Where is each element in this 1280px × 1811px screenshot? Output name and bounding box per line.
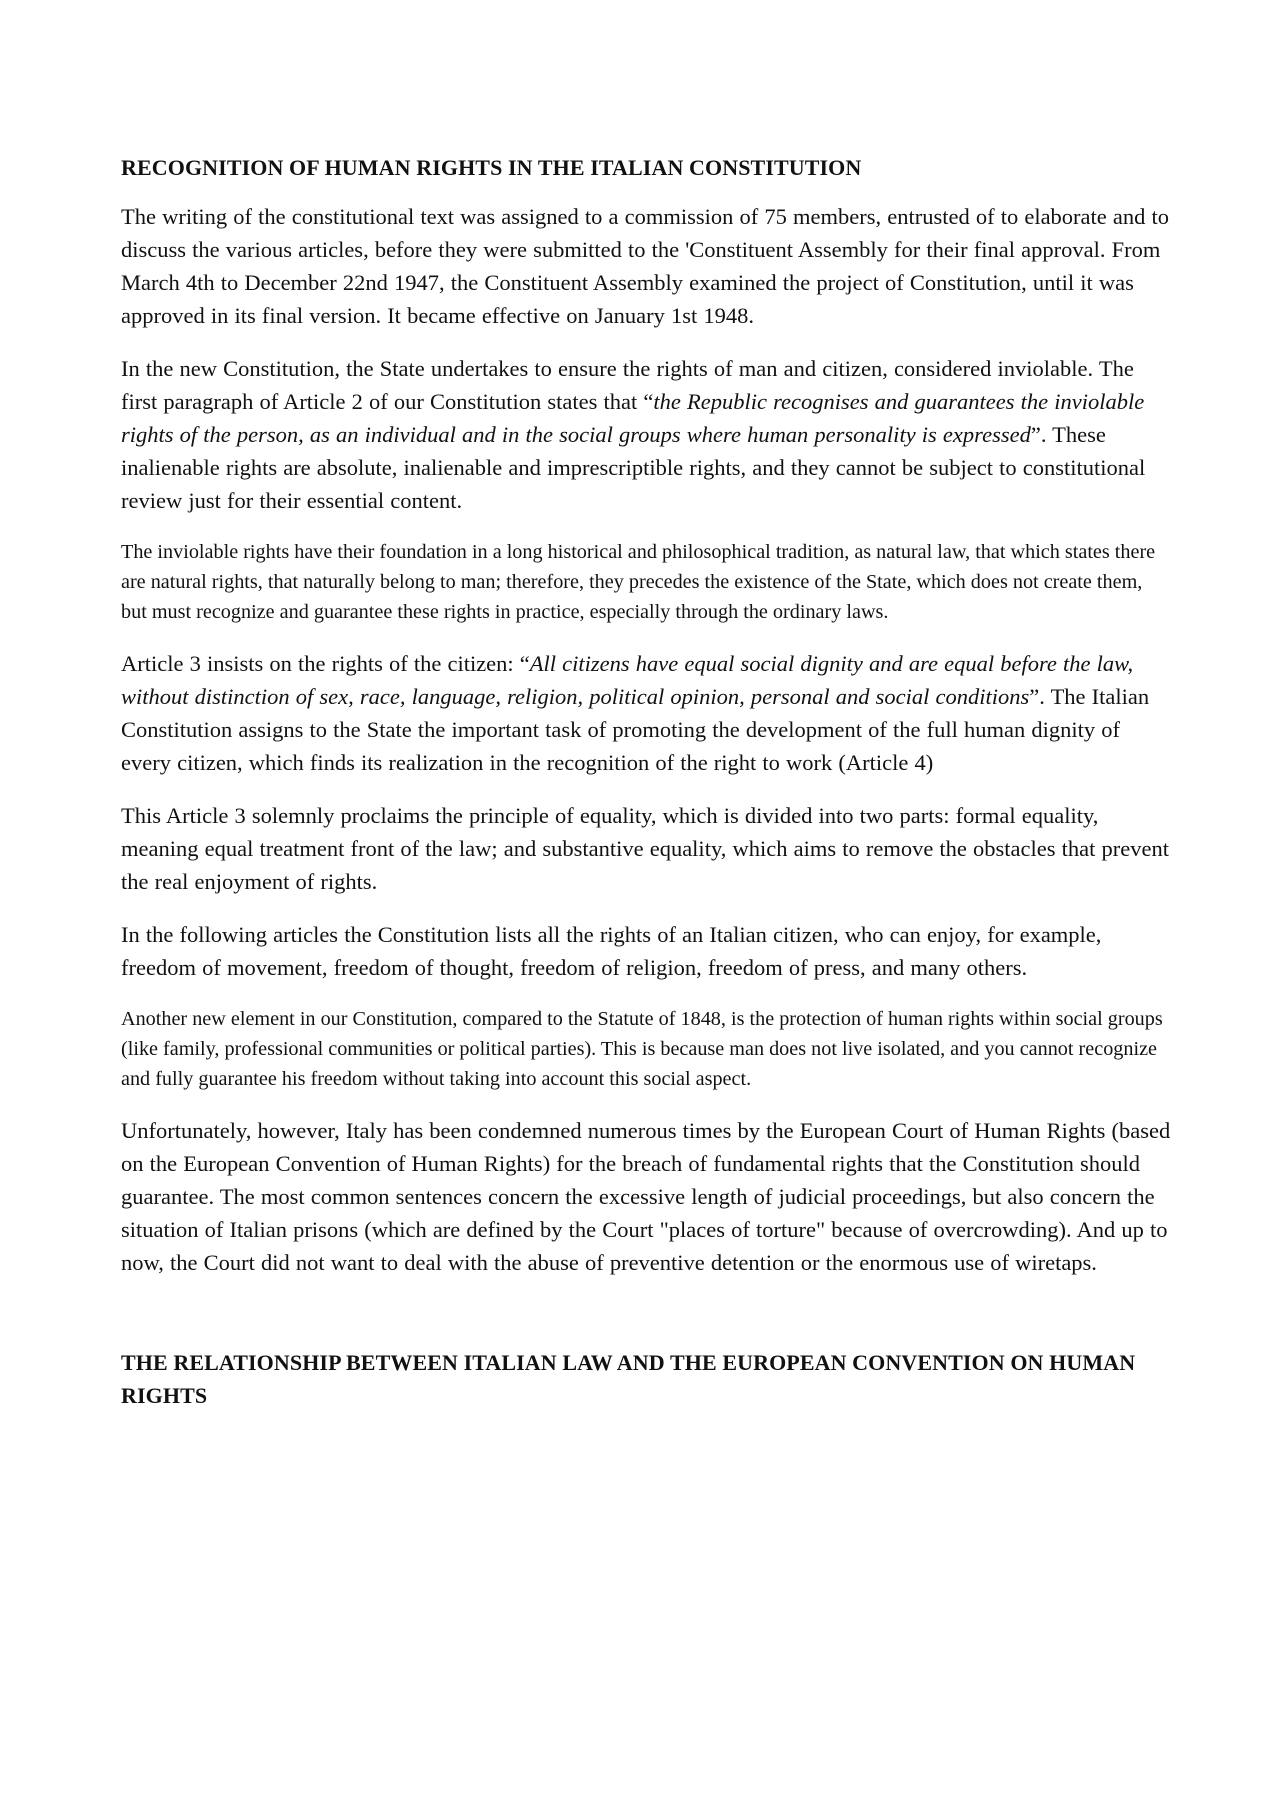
- paragraph-social-groups: Another new element in our Constitution, compared to the Statute of 1848, is the protection of human rights within social groups (like family, professional communities or political parties). This is because man does not live isolated, and you cannot recognize and fully guarantee his freedom without taking into account this social aspect.: [121, 1008, 1163, 1090]
- paragraph-article-2-text-a: In the new Constitution, the State undertakes to ensure the rights of man and citizen, considered inviolable. The first paragraph of Article 2 of our Constitution states that “: [121, 356, 1134, 414]
- paragraph-inviolable-rights: The inviolable rights have their foundation in a long historical and philosophical tradition, as natural law, that which states there are natural rights, that naturally belong to man; therefore, they precedes the existence of the State, which does not create them, but must recognize and guarantee these rights in practice, especially through the ordinary laws.: [121, 541, 1156, 623]
- section-heading-relationship: THE RELATIONSHIP BETWEEN ITALIAN LAW AND THE EUROPEAN CONVENTION ON HUMAN RIGHTS: [121, 1350, 1136, 1408]
- paragraph-article-2: [121, 352, 1171, 517]
- paragraph-article-2-text-b: ”. These inalienable rights are absolute, inalienable and imprescriptible rights, and they cannot be subject to constitutional review just for their essential content.: [121, 422, 1146, 513]
- paragraph-rights-list: In the following articles the Constitution lists all the rights of an Italian citizen, who can enjoy, for example, freedom of movement, freedom of thought, freedom of religion, freedom of press, and many others.: [121, 922, 1102, 980]
- document-page: [121, 151, 1171, 1412]
- paragraph-constitution-writing: The writing of the constitutional text was assigned to a commission of 75 members, entrusted of to elaborate and to discuss the various articles, before they were submitted to the 'Constituent Assembly for their final approval. From March 4th to December 22nd 1947, the Constituent Assembly examined the project of Constitution, until it was approved in its final version. It became effective on January 1st 1948.: [121, 204, 1170, 328]
- paragraph-equality: This Article 3 solemnly proclaims the principle of equality, which is divided into two parts: formal equality, meaning equal treatment front of the law; and substantive equality, which aims to remove the obstacles that prevent the real enjoyment of rights.: [121, 803, 1169, 894]
- article-2-quote: the Republic recognises and guarantees the inviolable rights of the person, as an individual and in the social groups where human personality is expressed: [121, 389, 1145, 447]
- paragraph-article-3: [121, 647, 1171, 779]
- section-heading-recognition: RECOGNITION OF HUMAN RIGHTS IN THE ITALIAN CONSTITUTION: [121, 155, 862, 180]
- paragraph-article-3-text-b: ”. The Italian Constitution assigns to the State the important task of promoting the development of the full human dignity of every citizen, which finds its realization in the recognition of the right to work (Article 4): [121, 684, 1150, 775]
- paragraph-echr-condemnations: Unfortunately, however, Italy has been condemned numerous times by the European Court of Human Rights (based on the European Convention of Human Rights) for the breach of fundamental rights that the Constitution should guarantee. The most common sentences concern the excessive length of judicial proceedings, but also concern the situation of Italian prisons (which are defined by the Court "places of torture" because of overcrowding). And up to now, the Court did not want to deal with the abuse of preventive detention or the enormous use of wiretaps.: [121, 1118, 1171, 1275]
- article-3-quote: All citizens have equal social dignity and are equal before the law, without distinction of sex, race, language, religion, political opinion, personal and social conditions: [121, 651, 1134, 709]
- paragraph-article-3-text-a: Article 3 insists on the rights of the citizen: “: [121, 651, 530, 676]
